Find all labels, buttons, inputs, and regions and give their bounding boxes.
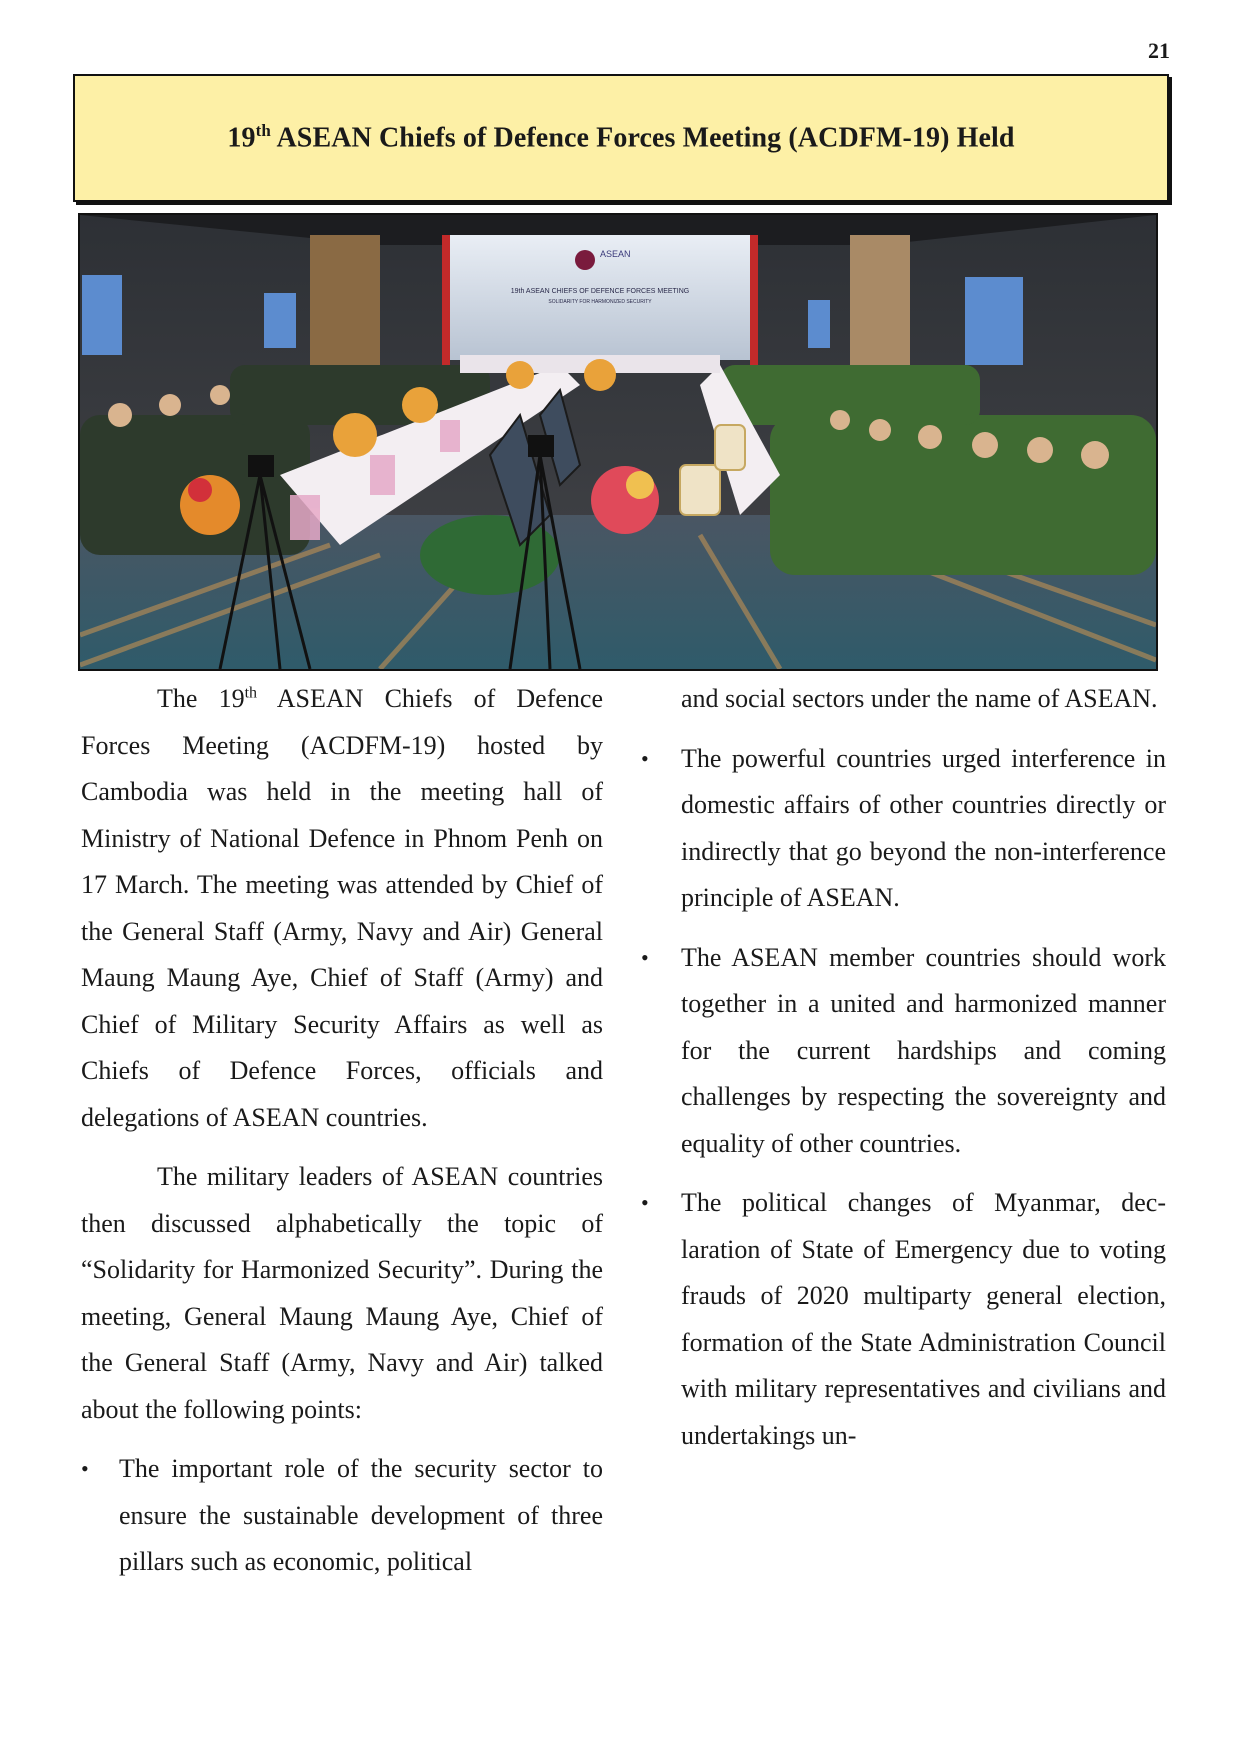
- paragraph-intro: [81, 676, 603, 1141]
- bullet-symbol: •: [641, 944, 649, 970]
- screen-subheading: SOLIDARITY FOR HARMONIZED SECURITY: [548, 299, 652, 305]
- bullet-4-text: The political changes of Myanmar, declaration of State of Emergency due to voting frauds of 2020 multiparty general election, formation of the State Administration Council with military representatives and civilians and undertakings un-: [681, 1188, 1166, 1450]
- bullet-1-continuation: and social sectors under the name of ASEAN.: [681, 684, 1158, 713]
- bullet-3-text: The ASEAN member countries should work together in a united and harmonized manner for the current hardships and coming challenges by respecting the sovereignty and equality of other countries.: [681, 942, 1166, 1158]
- p1-superscript: th: [244, 684, 258, 702]
- bullet-list-right: [641, 736, 1166, 1460]
- meeting-hall-illustration: [80, 215, 1156, 669]
- title-superscript: th: [255, 121, 271, 141]
- meeting-photo: [78, 213, 1158, 671]
- bullet-item-1: [81, 1446, 603, 1586]
- left-column: [81, 676, 603, 1599]
- bullet-symbol: •: [641, 745, 649, 771]
- title-box: [73, 74, 1169, 202]
- bullet-item-2: [641, 736, 1166, 922]
- bullet-2-text: The powerful countries urged interference in domestic affairs of other countries directly or indirectly that go beyond the non-interference principle of ASEAN.: [681, 743, 1166, 912]
- bullet-symbol: •: [641, 1190, 649, 1215]
- page-number: 21: [1148, 38, 1170, 63]
- p1-text: ASEAN Chiefs of Defence Forces Meeting (ACDFM-19) hosted by Cambodia was held in the meeting hall of Ministry of National Defence in Phnom Penh on 17 March. The meeting was attended by Chief of the General Staff (Army, Navy and Air) General Maung Maung Aye, Chief of Staff (Army) and Chief of Military Security Affairs as well as Chiefs of Defence Forces, officials and delegations of ASEAN countries.: [81, 684, 604, 1132]
- bullet-symbol: •: [81, 1456, 89, 1481]
- bullet-item-4: [641, 1180, 1166, 1459]
- bullet-item-3: [641, 935, 1166, 1168]
- screen-logo: ASEAN: [600, 249, 631, 259]
- paragraph-discussion: The military leaders of ASEAN countries then discussed alphabetically the topic of “Solidarity for Harmonized Security”. During the meeting, General Maung Maung Aye, Chief of the General Staff (Army, Navy and Air) talked about the following points:: [81, 1162, 603, 1424]
- title-rest: ASEAN Chiefs of Defence Forces Meeting (ACDFM-19) Held: [270, 122, 1015, 154]
- article-title: [227, 121, 1014, 154]
- bullet-1-text: The important role of the security sector to ensure the sustainable development of three pillars such as economic, political: [119, 1454, 603, 1576]
- title-prefix: 19: [227, 122, 256, 154]
- right-column: [641, 676, 1166, 1472]
- p1-lead: The 19: [157, 684, 245, 713]
- bullet-list-left: [81, 1446, 603, 1586]
- screen-heading: 19th ASEAN CHIEFS OF DEFENCE FORCES MEETING: [510, 288, 690, 295]
